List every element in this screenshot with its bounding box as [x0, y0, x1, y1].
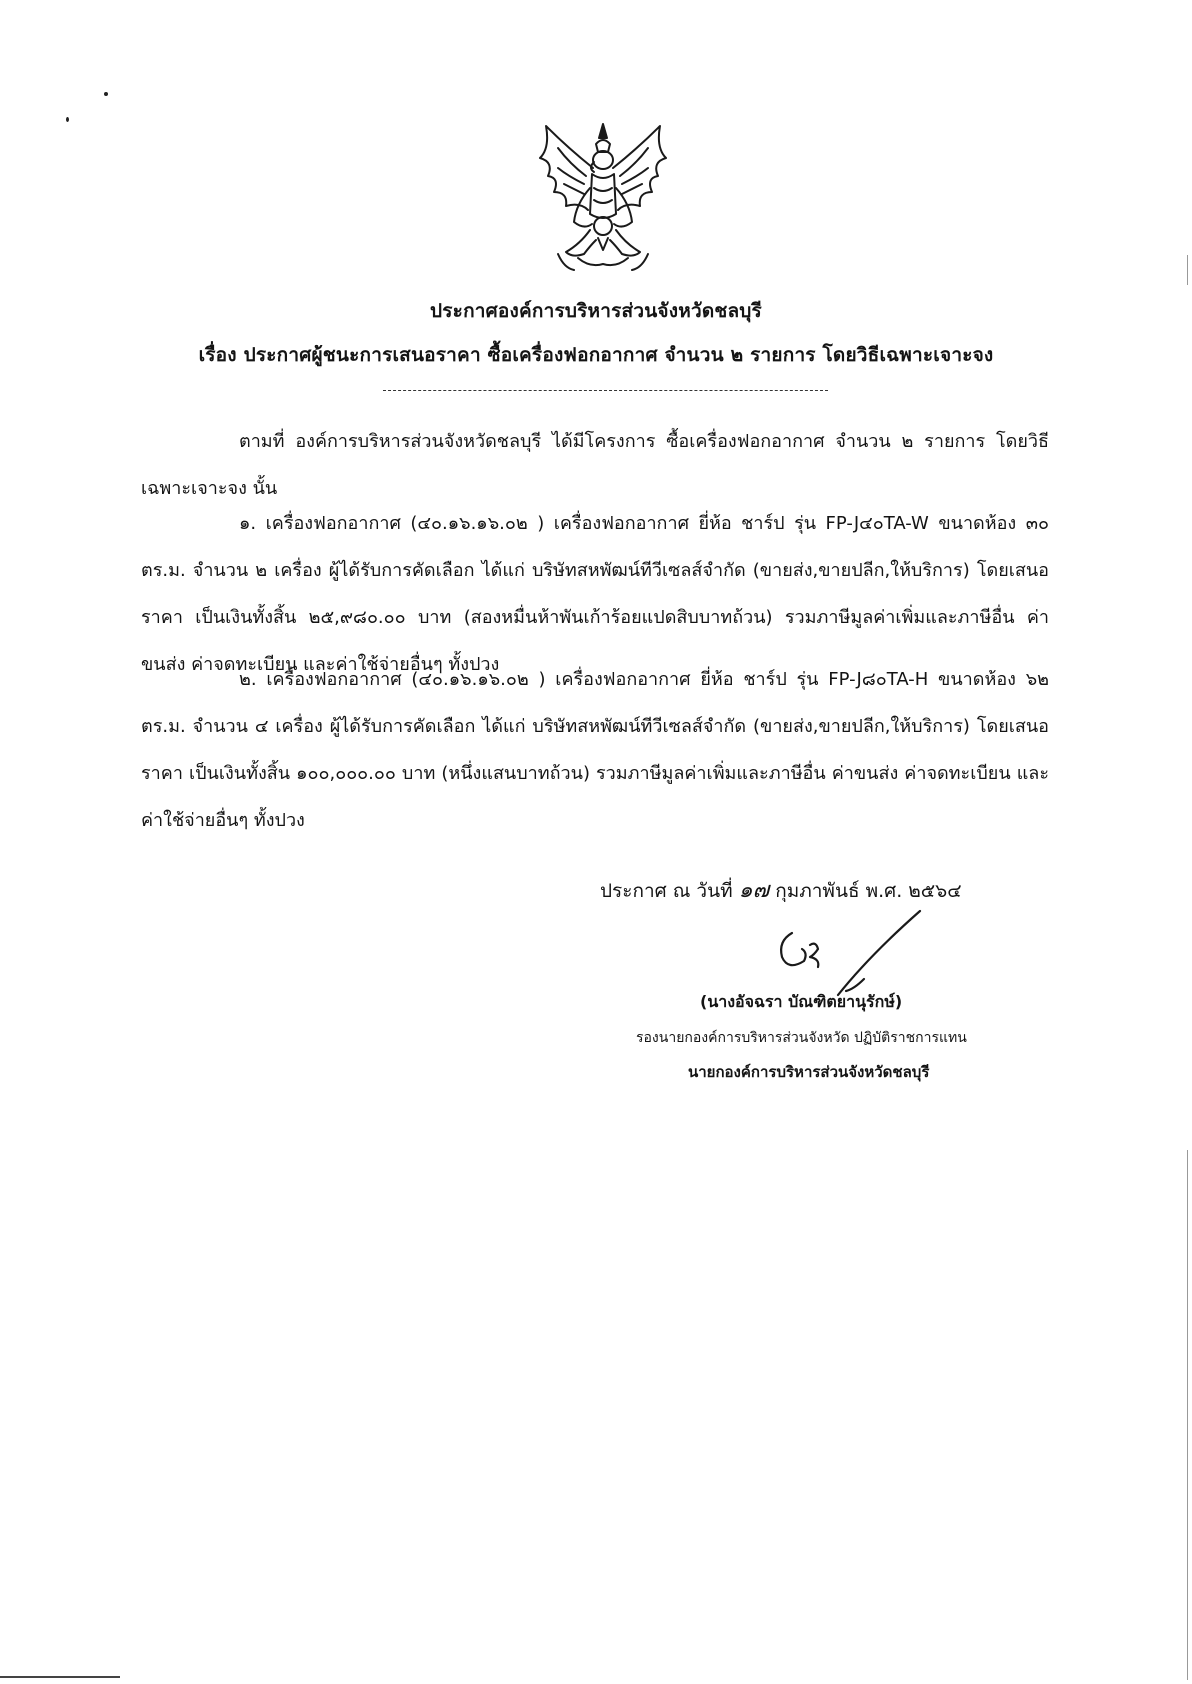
item-text-1: ๑. เครื่องฟอกอากาศ (๔๐.๑๖.๑๖.๐๒ ) เครื่องฟอกอากาศ ยี่ห้อ ชาร์ป รุ่น FP-J๔๐TA-W ขนาดห้อง ๓๐ ตร.ม. จำนวน ๒ เครื่อง ผู้ได้รับการคัดเลือก ได้แก่ บริษัทสหพัฒน์ทีวีเซลส์จำกัด (ขายส่ง,ขายปลีก,ให้บริการ) โดยเสนอราคา เป็นเงินทั้งสิ้น ๒๕,๙๘๐.๐๐ บาท (สองหมื่นห้าพันเก้าร้อยแปดสิบบาทถ้วน) รวมภาษีมูลค่าเพิ่มและภาษีอื่น ค่าขนส่ง ค่าจดทะเบียน และค่าใช้จ่ายอื่นๆ ทั้งปวง [141, 513, 1049, 675]
scan-edge-line [1187, 1150, 1188, 1680]
intro-text: ตามที่ องค์การบริหารส่วนจังหวัดชลบุรี ได้มีโครงการ ซื้อเครื่องฟอกอากาศ จำนวน ๒ รายการ โดยวิธีเฉพาะเจาะจง นั้น [141, 431, 1049, 499]
item-paragraph-2 [141, 656, 1049, 844]
dateline-month-year: กุมภาพันธ์ พ.ศ. ๒๕๖๔ [775, 880, 962, 902]
heading-divider [383, 390, 828, 391]
signatory-position: รองนายกองค์การบริหารส่วนจังหวัด ปฏิบัติราชการแทน [636, 1030, 967, 1046]
intro-paragraph [141, 418, 1049, 512]
item-text-2: ๒. เครื่องฟอกอากาศ (๔๐.๑๖.๑๖.๐๒ ) เครื่องฟอกอากาศ ยี่ห้อ ชาร์ป รุ่น FP-J๘๐TA-H ขนาดห้อง ๖๒ ตร.ม. จำนวน ๔ เครื่อง ผู้ได้รับการคัดเลือก ได้แก่ บริษัทสหพัฒน์ทีวีเซลส์จำกัด (ขายส่ง,ขายปลีก,ให้บริการ) โดยเสนอราคา เป็นเงินทั้งสิ้น ๑๐๐,๐๐๐.๐๐ บาท (หนึ่งแสนบาทถ้วน) รวมภาษีมูลค่าเพิ่มและภาษีอื่น ค่าขนส่ง ค่าจดทะเบียน และค่าใช้จ่ายอื่นๆ ทั้งปวง [141, 669, 1049, 831]
garuda-emblem-icon [528, 118, 678, 274]
signatory-organization: นายกองค์การบริหารส่วนจังหวัดชลบุรี [688, 1063, 930, 1081]
dateline-prefix: ประกาศ ณ วันที่ [600, 880, 733, 902]
scan-edge-line [1187, 255, 1188, 285]
scan-speck [104, 92, 108, 96]
signatory-name: (นางอัจฉรา บัณฑิตยานุรักษ์) [700, 992, 903, 1011]
scan-speck [66, 117, 69, 122]
scan-bottom-line [0, 1676, 120, 1678]
signature-icon [770, 905, 950, 1000]
announcement-heading: ประกาศองค์การบริหารส่วนจังหวัดชลบุรี [430, 300, 762, 322]
announcement-subject: เรื่อง ประกาศผู้ชนะการเสนอราคา ซื้อเครื่องฟอกอากาศ จำนวน ๒ รายการ โดยวิธีเฉพาะเจาะจง [198, 344, 994, 366]
dateline-day: ๑๗ [738, 878, 770, 903]
announcement-dateline [600, 872, 962, 907]
